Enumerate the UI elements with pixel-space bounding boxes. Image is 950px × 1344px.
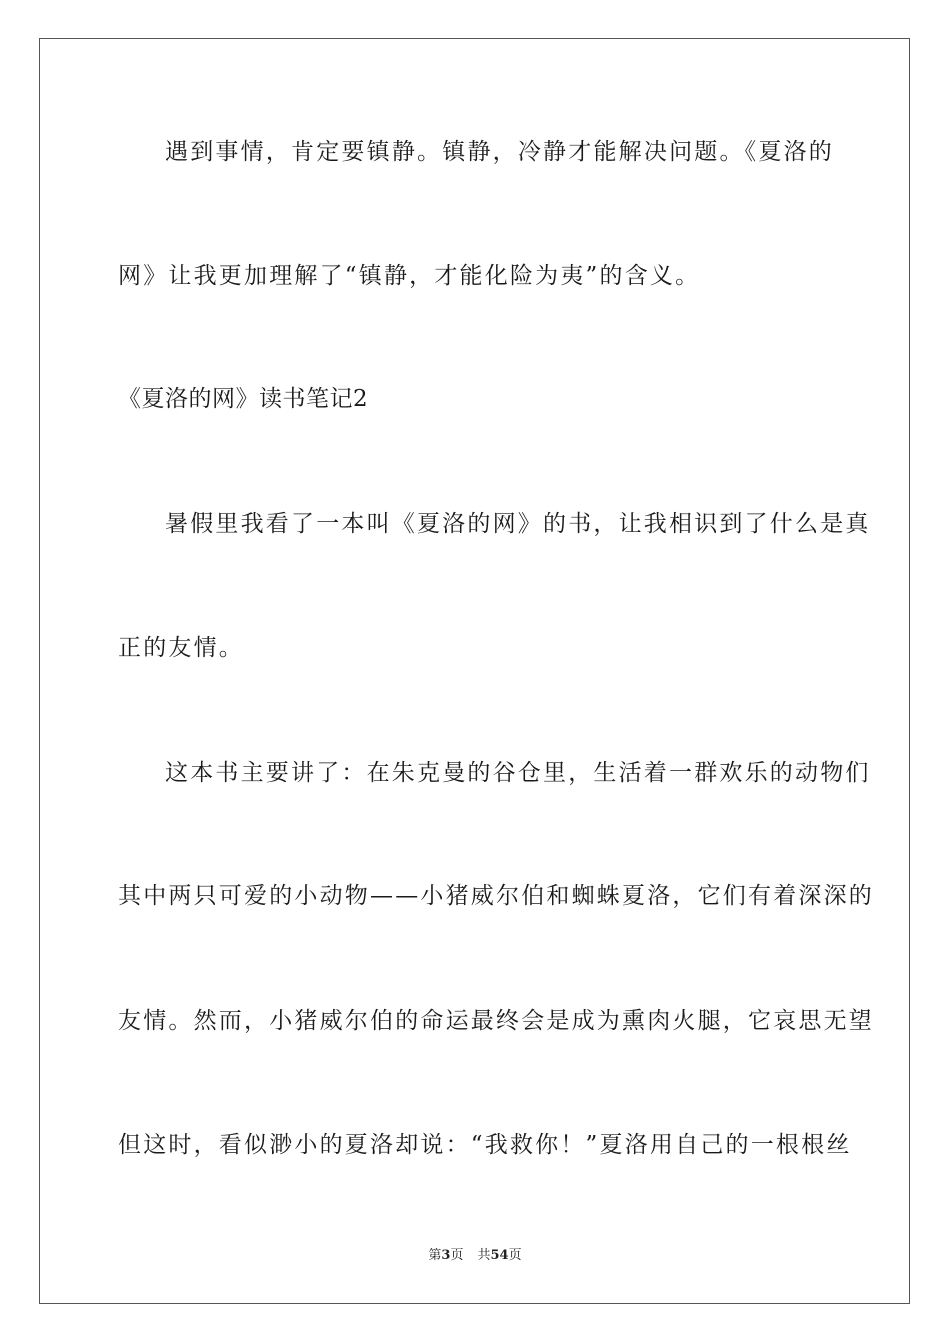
page-suffix: 页 [450, 1248, 464, 1263]
paragraph-line-8: 但这时，看似渺小的夏洛却说：“我救你！”夏洛用自己的一根根丝 [118, 1132, 852, 1158]
page-prefix: 第 [428, 1248, 442, 1263]
total-prefix: 共 [477, 1248, 491, 1263]
section-heading: 《夏洛的网》读书笔记2 [118, 386, 369, 412]
paragraph-line-5: 这本书主要讲了：在朱克曼的谷仓里，生活着一群欢乐的动物们 [165, 760, 871, 786]
paragraph-line-6: 其中两只可爱的小动物——小猪威尔伯和蜘蛛夏洛，它们有着深深的 [118, 883, 874, 909]
paragraph-line-7: 友情。然而，小猪威尔伯的命运最终会是成为熏肉火腿，它哀思无望 [118, 1008, 874, 1034]
page-footer [0, 1247, 950, 1265]
paragraph-line-4: 正的友情。 [118, 635, 244, 661]
page-number: 3 [441, 1248, 451, 1263]
total-suffix: 页 [508, 1248, 522, 1263]
paragraph-line-1: 遇到事情，肯定要镇静。镇静，冷静才能解决问题。《夏洛的 [165, 139, 834, 165]
paragraph-line-3: 暑假里我看了一本叫《夏洛的网》的书，让我相识到了什么是真 [165, 511, 871, 537]
page-border [39, 38, 910, 1304]
total-pages: 54 [490, 1248, 509, 1263]
paragraph-line-2: 网》让我更加理解了“镇静，才能化险为夷”的含义。 [118, 263, 701, 289]
